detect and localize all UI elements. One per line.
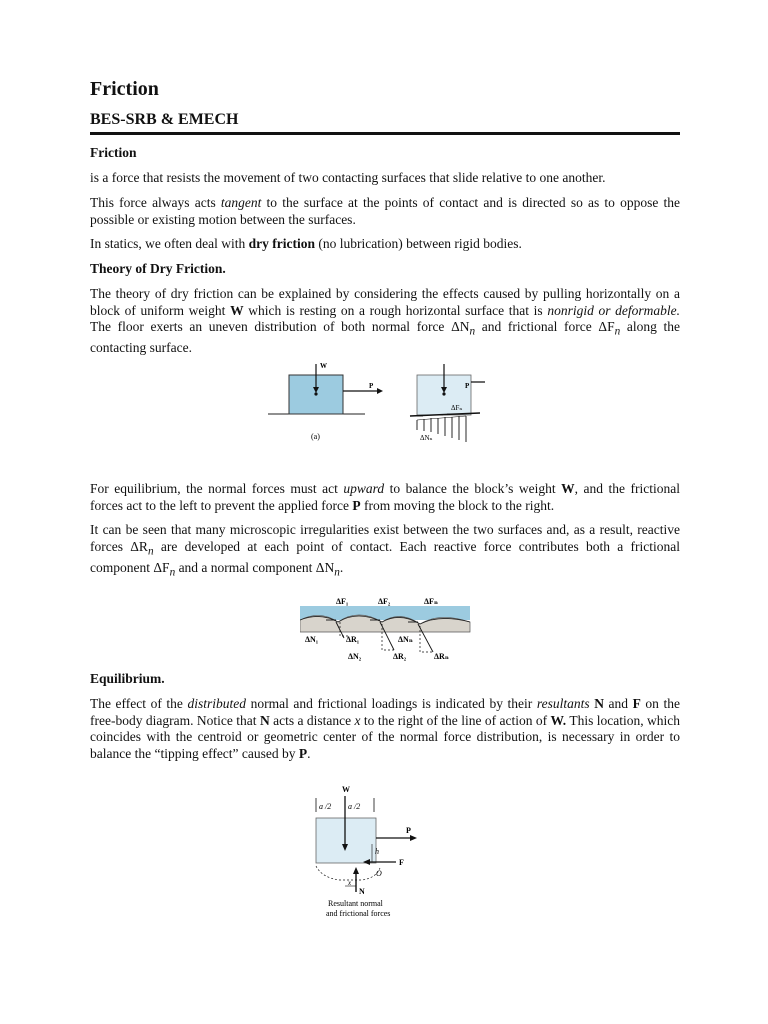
friction-heading: Friction [90,145,137,160]
paragraph-theory: The theory of dry friction can be explained by considering the effects caused by pulling horizontally on a block of uniform weight W which is resting on a rough horizontal surface that is nonrigid or deformable. The floor exerts an uneven distribution of both normal force $\Delta N_n$ and frictional force $\Delta F_n$ along the contacting surface. [90,286,680,356]
label-delta-r1: ΔR₁ [346,635,360,644]
figure-irregularities [300,592,472,662]
label-fbd-normal-n: N [359,887,365,896]
label-a2-left: a /2 [319,802,332,811]
label-delta-fn-micro: ΔFₙ [424,597,439,606]
label-delta-f1: ΔF₁ [336,597,349,606]
label-fbd-weight: W [342,785,350,794]
label-force-p-a: P [369,382,374,390]
label-delta-rn: ΔRₙ [434,652,449,661]
theory-heading: Theory of Dry Friction. [90,261,226,276]
label-delta-nn-micro: ΔNₙ [398,635,413,644]
page-subtitle: BES-SRB & EMECH [90,111,239,128]
fbd-caption-line2: and frictional forces [326,909,391,918]
fbd-block [316,818,376,863]
label-weight-w: W [320,362,327,370]
label-fbd-height-h: h [375,847,379,856]
label-a2-right: a /2 [348,802,361,811]
label-fbd-force-p: P [406,826,411,835]
paragraph-irregularities: It can be seen that many microscopic irregularities exist between the two surfaces and, as a result, reactive forces $\Delta R_n$ are developed at each point of contact. Each reactive force contributes both a frictional component $\Delta F_n$ and a normal component $\Delta N_n$. [90,522,680,579]
label-fbd-friction-f: F [399,858,404,867]
equilibrium-heading: Equilibrium. [90,671,165,686]
label-delta-fn: ΔFₙ [451,404,463,412]
figure1-block-b [410,364,485,442]
paragraph-equilibrium-forces: For equilibrium, the normal forces must act upward to balance the block’s weight W, and the frictional forces act to the left to prevent the applied force P from moving the block to the right. [90,481,680,513]
title-divider [90,132,680,135]
fbd-caption-line1: Resultant normal [328,899,383,908]
label-fbd-distance-x: x [348,879,352,887]
label-delta-n1: ΔN₁ [305,635,319,644]
page-title: Friction [90,78,159,100]
label-delta-r2: ΔR₂ [393,652,407,661]
paragraph-resultants: The effect of the distributed normal and frictional loadings is indicated by their resultants N and F on the free-body diagram. Notice that N acts a distance x to the right of the line of action of W. This location, which coincides with the centroid or geometric center of the normal force distribution, is necessary in order to balance the “tipping effect” caused by P. [90,696,680,761]
label-delta-f2: ΔF₂ [378,597,391,606]
label-delta-n2: ΔN₂ [348,652,362,661]
label-delta-nn: ΔNₙ [420,434,433,442]
label-force-p-b: P [465,382,470,390]
figure-free-body-diagram [310,782,435,922]
paragraph-tangent: This force always acts tangent to the surface at the points of contact and is directed so as to oppose the possible or existing motion between the surfaces. [90,195,681,227]
label-fbd-point-o: O [376,869,382,878]
paragraph-dry-friction: In statics, we often deal with dry friction (no lubrication) between rigid bodies. [90,236,522,251]
paragraph-definition: is a force that resists the movement of two contacting surfaces that slide relative to one another. [90,170,606,185]
figure-block-deformable [265,360,485,460]
figure1-caption-a: (a) [311,432,320,441]
figure1-block-a [268,364,383,414]
